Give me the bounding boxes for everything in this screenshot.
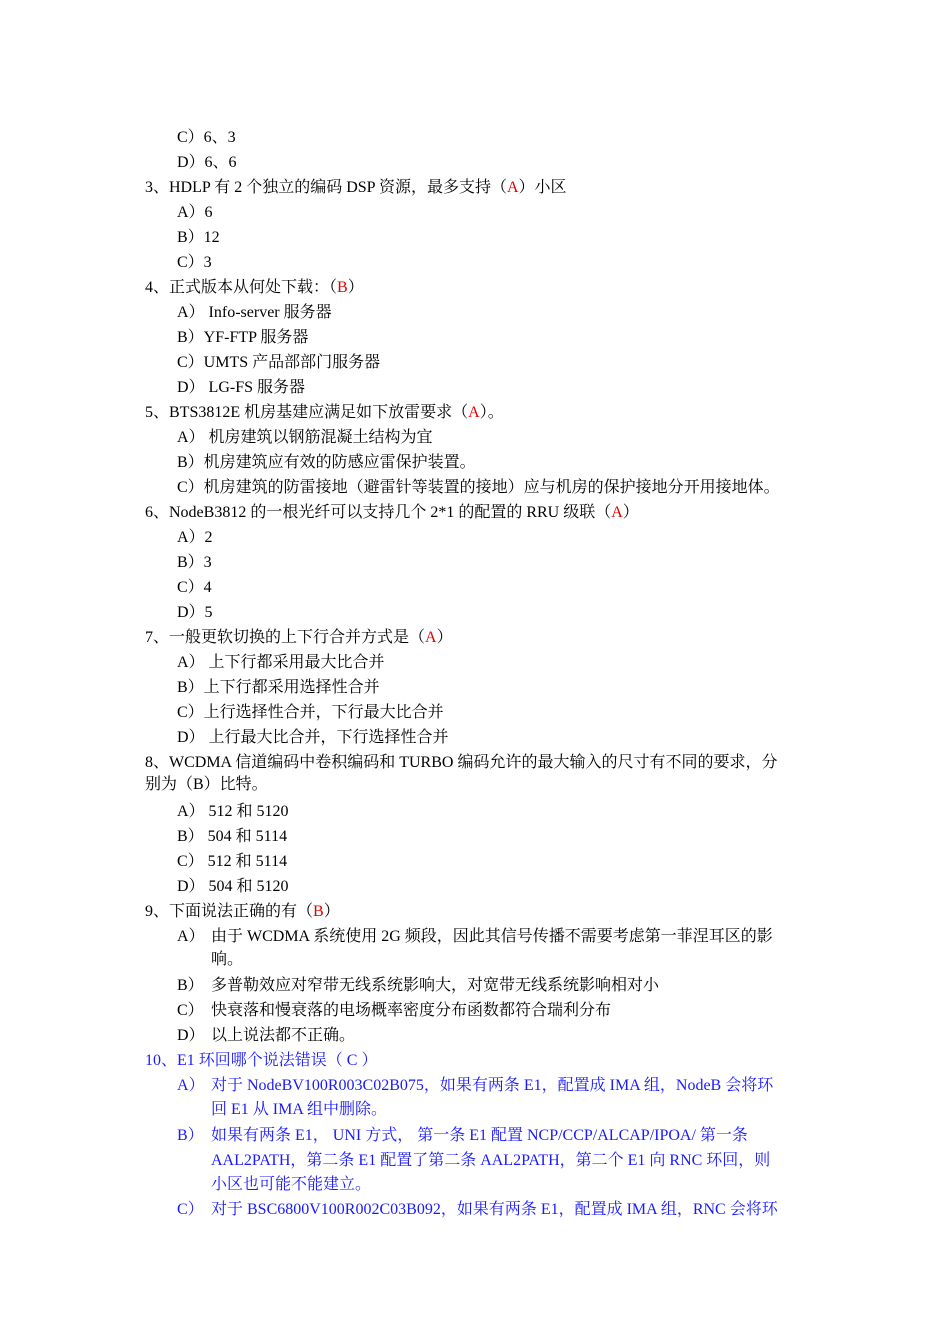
- question-text: 6、NodeB3812 的一根光纤可以支持几个 2*1 的配置的 RRU 级联（: [145, 504, 612, 521]
- option-label: B）: [177, 1127, 204, 1144]
- question-3: [145, 175, 567, 200]
- question-4: [145, 275, 364, 300]
- option-text-cont: AAL2PATH，第二条 E1 配置了第二条 AAL2PATH，第二个 E1 向 RNC 环回，则: [211, 1152, 771, 1169]
- answer-mark: A: [425, 629, 437, 646]
- option-line: C）4: [177, 579, 212, 596]
- question-7: [145, 625, 453, 650]
- option-line: C）UMTS 产品部部门服务器: [177, 354, 381, 371]
- question-text: 5、BTS3812E 机房基建应满足如下放雷要求（: [145, 404, 469, 421]
- answer-mark: B: [337, 279, 348, 296]
- question-text: 9、下面说法正确的有（: [145, 903, 314, 920]
- answer-mark: A: [468, 404, 480, 421]
- option-line: C）上行选择性合并，下行最大比合并: [177, 704, 444, 721]
- option-line: A）2: [177, 529, 213, 546]
- option-line: D） LG-FS 服务器: [177, 379, 306, 396]
- option-line: A） 512 和 5120: [177, 803, 289, 820]
- option-label: A）: [177, 928, 205, 945]
- option-text: 对于 NodeBV100R003C02B075，如果有两条 E1，配置成 IMA 组，NodeB 会将环: [211, 1077, 774, 1094]
- option-text: 以上说法都不正确。: [211, 1027, 356, 1044]
- question-text: ）: [622, 504, 639, 521]
- option-label: C）: [177, 1002, 204, 1019]
- option-label: B）: [177, 977, 204, 994]
- option-line: C）机房建筑的防雷接地（避雷针等装置的接地）应与机房的保护接地分开用接地体。: [177, 479, 780, 496]
- question-text: 3、HDLP 有 2 个独立的编码 DSP 资源，最多支持（: [145, 179, 507, 196]
- question-5: [145, 400, 504, 425]
- option-text: 多普勒效应对窄带无线系统影响大，对宽带无线系统影响相对小: [211, 977, 660, 994]
- question-text: 7、一般更软切换的上下行合并方式是（: [145, 629, 426, 646]
- option-line: B）3: [177, 554, 212, 571]
- option-text-cont: 响。: [211, 951, 244, 968]
- option-line: B）12: [177, 229, 220, 246]
- option-line: A） Info-server 服务器: [177, 304, 332, 321]
- option-line: D） 上行最大比合并，下行选择性合并: [177, 729, 449, 746]
- option-line: B）上下行都采用选择性合并: [177, 679, 380, 696]
- option-text: 由于 WCDMA 系统使用 2G 频段，因此其信号传播不需要考虑第一菲涅耳区的影: [211, 928, 773, 945]
- question-9: [145, 899, 340, 924]
- option-label: D）: [177, 1027, 205, 1044]
- option-line: C）3: [177, 254, 212, 271]
- answer-mark: B: [313, 903, 324, 920]
- question-text: ）: [323, 903, 340, 920]
- option-line: B）机房建筑应有效的防感应雷保护装置。: [177, 454, 476, 471]
- question-text: 4、正式版本从何处下载：（: [145, 279, 338, 296]
- option-line: C） 512 和 5114: [177, 853, 288, 870]
- option-line: B）YF-FTP 服务器: [177, 329, 309, 346]
- question-text: ）: [436, 629, 453, 646]
- question-6: [145, 500, 639, 525]
- option-label: C）: [177, 1201, 204, 1218]
- option-label: A）: [177, 1077, 205, 1094]
- option-text-cont: 小区也可能不能建立。: [211, 1176, 372, 1193]
- option-text: 如果有两条 E1， UNI 方式， 第一条 E1 配置 NCP/CCP/ALCAP/IPOA/ 第一条: [211, 1127, 748, 1144]
- option-line: D） 504 和 5120: [177, 878, 289, 895]
- option-text-cont: 回 E1 从 IMA 组中删除。: [211, 1101, 388, 1118]
- answer-mark: A: [611, 504, 623, 521]
- option-text: 对于 BSC6800V100R002C03B092，如果有两条 E1，配置成 IMA 组，RNC 会将环: [211, 1201, 778, 1218]
- question-text: ）小区: [518, 179, 567, 196]
- option-text: 快衰落和慢衰落的电场概率密度分布函数都符合瑞利分布: [211, 1002, 612, 1019]
- option-line: C）6、3: [177, 129, 236, 146]
- option-line: D）6、6: [177, 154, 237, 171]
- question-8: 8、WCDMA 信道编码中卷积编码和 TURBO 编码允许的最大输入的尺寸有不同的要求，分: [145, 754, 778, 771]
- question-text: ）。: [479, 404, 504, 421]
- question-10: 10、E1 环回哪个说法错误（ C ）: [145, 1052, 378, 1069]
- option-line: A）6: [177, 204, 213, 221]
- option-line: A） 上下行都采用最大比合并: [177, 654, 385, 671]
- option-line: A） 机房建筑以钢筋混凝土结构为宜: [177, 429, 433, 446]
- answer-mark: A: [506, 179, 519, 196]
- question-8-cont: 别为（B）比特。: [145, 776, 268, 793]
- option-line: B） 504 和 5114: [177, 828, 288, 845]
- question-text: ）: [347, 279, 364, 296]
- option-line: D）5: [177, 604, 213, 621]
